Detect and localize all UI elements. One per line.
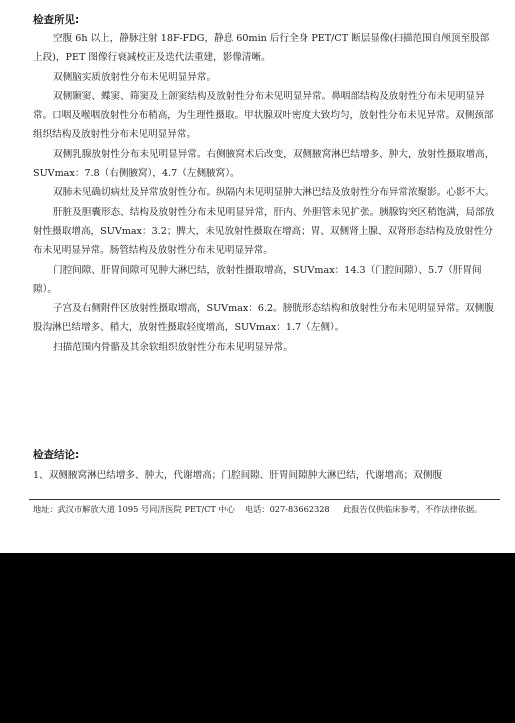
conclusion-line: 1、双侧腋窝淋巴结增多、肿大，代谢增高；门腔间隙、肝胃间隙肿大淋巴结，代谢增高；双侧腹 — [33, 470, 443, 481]
findings-paragraph: 门腔间隙、肝胃间隙可见肿大淋巴结，放射性摄取增高，SUVmax：14.3（门腔间隙）、5.7（肝胃间隙）。 — [33, 264, 482, 295]
footer-phone: 电话：027-83662328 — [245, 504, 330, 514]
findings-paragraph: 双侧颞窦、蝶窦、筛窦及上颌窦结构及放射性分布未见明显异常。鼻咽部结构及放射性分布未见明显异常。口咽及喉咽放射性分布稍高，为生理性摄取。甲状腺双叶密度大致均匀，放射性分布未见异常。双侧颈部组织结构及放射性分布未见明显异常。 — [33, 90, 494, 141]
footer-divider — [29, 499, 500, 500]
findings-paragraph: 肝脏及胆囊形态、结构及放射性分布未见明显异常，肝内、外胆管未见扩张。胰腺钩突区稍饱满，局部放射性摄取增高，SUVmax：3.2；脾大，未见放射性摄取在增高；胃、双侧肾上腺、双肾形态结构及放射性分布未见明显异常。肠管结构及放射性分布未见明显异常。 — [33, 206, 495, 257]
findings-paragraph: 双侧脑实质放射性分布未见明显异常。 — [53, 71, 217, 83]
footer-disclaimer: 此报告仅供临床参考，不作法律依据。 — [343, 504, 483, 514]
findings-title: 检查所见: — [33, 14, 80, 26]
findings-paragraph: 扫描范围内骨骼及其余软组织放射性分布未见明显异常。 — [53, 341, 293, 353]
conclusion-title: 检查结论: — [33, 449, 80, 461]
footer-address: 地址：武汉市解放大道 1095 号同济医院 PET/CT 中心 — [33, 504, 235, 514]
findings-paragraph: 子宫及右侧附件区放射性摄取增高，SUVmax：6.2。膀胱形态结构和放射性分布未见明显异常。双侧腹股沟淋巴结增多、稍大，放射性摄取轻度增高，SUVmax：1.7（左侧）。 — [33, 303, 494, 334]
findings-paragraph: 空腹 6h 以上，静脉注射 18F-FDG，静息 60min 后行全身 PET/CT 断层显像(扫描范围自颅顶至股部上段)，PET 图像行衰减校正及迭代法重建，影像清晰。 — [33, 33, 490, 64]
findings-body — [33, 29, 495, 357]
findings-paragraph: 双肺未见确切病灶及异常放射性分布。纵隔内未见明显肿大淋巴结及放射性分布异常浓聚影。心影不大。 — [53, 187, 495, 199]
findings-paragraph: 双侧乳腺放射性分布未见明显异常。右侧腋窝术后改变，双侧腋窝淋巴结增多、肿大，放射性摄取增高，SUVmax：7.8（右侧腋窝），4.7（左侧腋窝）。 — [33, 148, 495, 180]
blank-area — [0, 553, 515, 723]
